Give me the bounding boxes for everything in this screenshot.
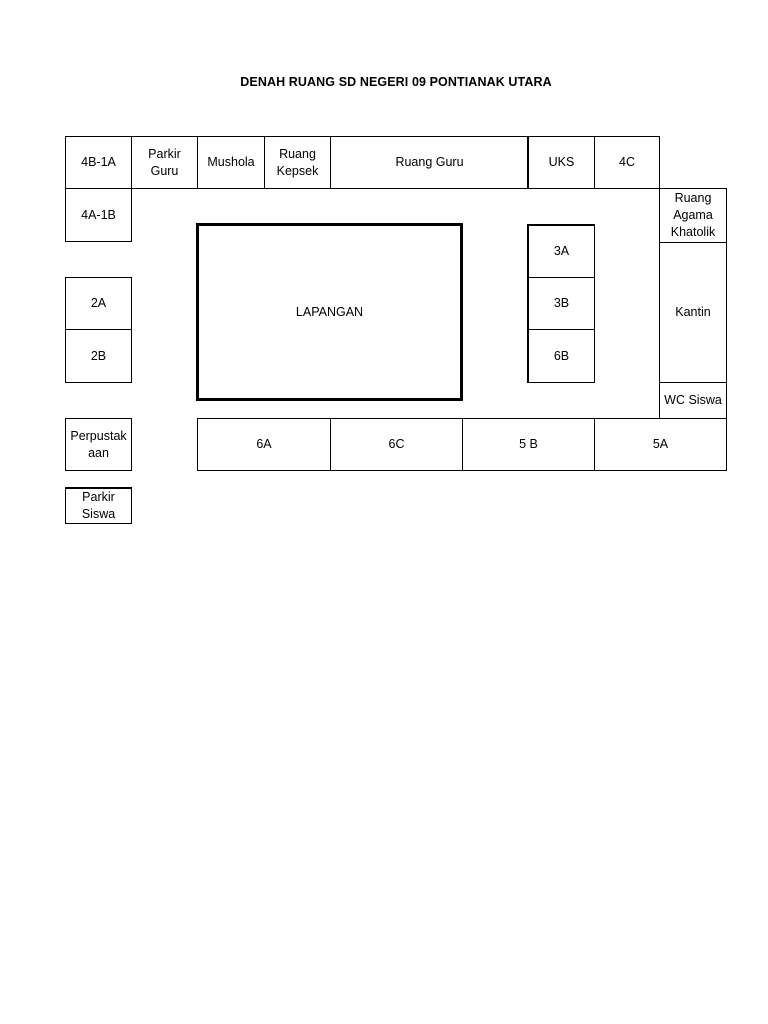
room-label: 3B [553,296,570,310]
room-4b-1a [65,136,132,189]
room-label: Ruang Agama Khatolik [670,191,716,239]
room-5a [594,418,727,471]
room-label: Mushola [207,155,255,169]
room-label: 6A [256,437,272,451]
room-4a-1b [65,188,132,242]
room-label: 2A [90,296,107,310]
room-perpustakaan [65,418,132,471]
room-label: 2B [90,348,107,363]
room-wc-siswa [659,382,727,419]
room-label: Parkir Guru [148,146,181,178]
room-mushola [197,136,265,189]
room-6c [330,418,463,471]
room-ruang-guru [330,136,529,189]
room-label: Parkir Siswa [81,490,116,521]
room-2a [65,277,132,330]
room-4c [594,136,660,189]
room-ruang-kepsek [264,136,331,189]
room-label: 4C [619,155,635,169]
room-3b [527,277,595,330]
room-label: 5A [652,437,669,451]
room-label: LAPANGAN [295,304,364,319]
room-3a [527,224,595,278]
room-label: UKS [548,155,575,169]
room-label: WC Siswa [664,393,722,407]
room-ruang-agama-khatolik [659,188,727,243]
room-label: 4B-1A [81,155,116,169]
room-parkir-siswa [65,487,132,524]
room-label: Ruang Guru [395,155,464,169]
room-label: Kantin [675,305,711,319]
lapangan-field [196,223,463,401]
room-2b [65,329,132,383]
room-label: 6C [388,437,405,451]
room-parkir-guru [131,136,198,189]
room-label: 3A [553,244,570,258]
room-label: 4A-1B [81,207,116,222]
room-6a [197,418,331,471]
room-6b [527,329,595,383]
room-uks [527,136,595,189]
room-label: Ruang Kepsek [276,146,319,178]
room-label: 6B [553,348,570,363]
page-title: DENAH RUANG SD NEGERI 09 PONTIANAK UTARA [240,75,552,89]
room-label: Perpustak aan [70,428,127,460]
room-5b [462,418,595,471]
room-label: 5 B [519,437,538,451]
room-kantin [659,242,727,383]
